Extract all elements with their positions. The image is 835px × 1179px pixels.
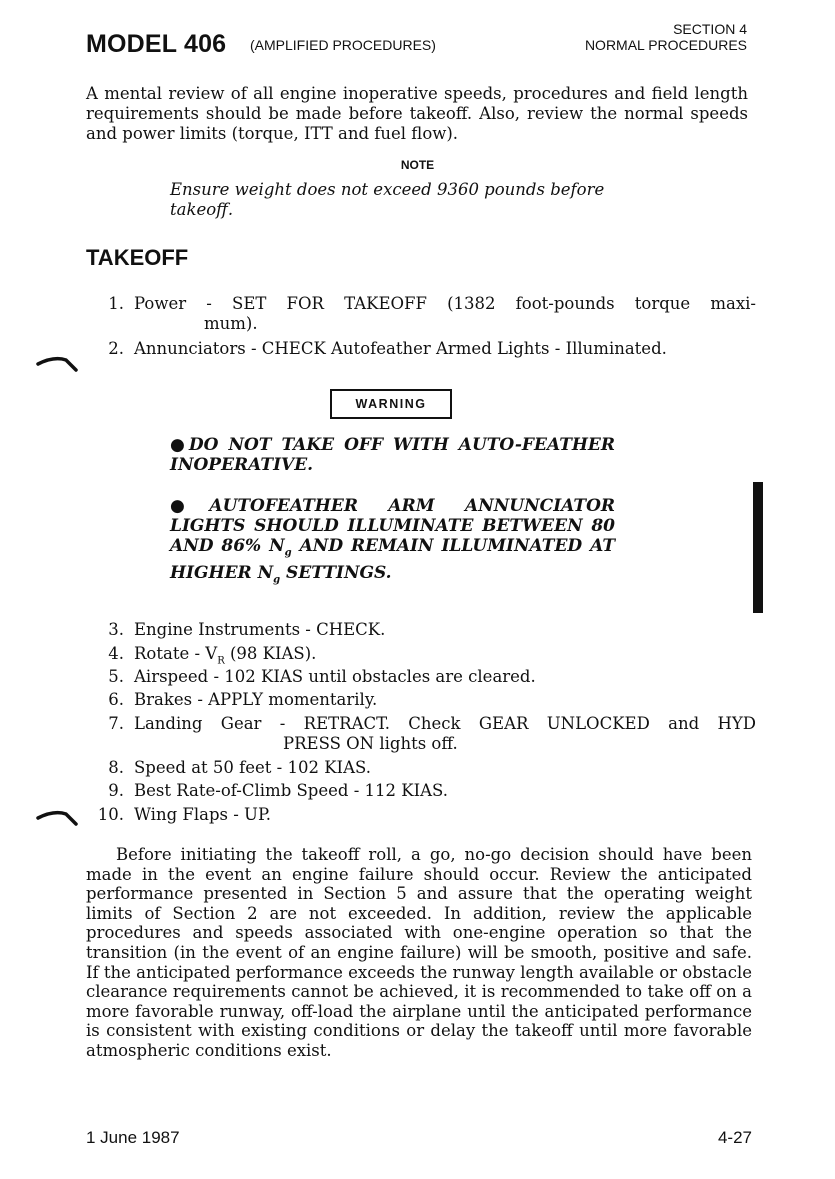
note-label: NOTE bbox=[400, 158, 435, 172]
step-number: 2. bbox=[108, 339, 124, 358]
step-number: 6. bbox=[108, 690, 124, 709]
step-number: 9. bbox=[108, 781, 124, 800]
revision-hook-icon bbox=[36, 808, 80, 828]
model-title: MODEL 406 bbox=[86, 30, 227, 58]
warning-item-1: ●DO NOT TAKE OFF WITH AUTO-FEATHER INOPERATIVE. bbox=[170, 435, 615, 475]
note-text: Ensure weight does not exceed 9360 pounds before takeoff. bbox=[170, 180, 605, 219]
section-header bbox=[585, 21, 747, 53]
section-number: SECTION 4 bbox=[673, 21, 747, 37]
intro-paragraph: A mental review of all engine inoperative speeds, procedures and field length requirements should be made before takeoff. Also, review the normal speeds and power limits (torque, ITT and fuel flow). bbox=[86, 84, 748, 143]
revision-hook-icon bbox=[36, 354, 80, 374]
step-number: 3. bbox=[108, 620, 124, 639]
step-number: 1. bbox=[108, 294, 124, 313]
step-text: Power - SET FOR TAKEOFF (1382 foot-pounds torque maxi- bbox=[134, 294, 756, 313]
step-number: 7. bbox=[108, 714, 124, 733]
step-number: 10. bbox=[97, 805, 124, 824]
step-text: Rotate - $V_R$ (98 KIAS). bbox=[134, 644, 317, 667]
step-number: 5. bbox=[108, 667, 124, 686]
step-number: 8. bbox=[108, 758, 124, 777]
step-text: Best Rate-of-Climb Speed - 112 KIAS. bbox=[134, 781, 448, 800]
warning-item-2: ●AUTOFEATHER ARM ANNUNCIATOR LIGHTS SHOULD ILLUMINATE BETWEEN 80 AND 86% $N_g$ AND REMAIN ILLUMINATED AT HIGHER $N_g$ SETTINGS. bbox=[170, 496, 615, 586]
step-text: Annunciators - CHECK Autofeather Armed Lights - Illuminated. bbox=[134, 339, 667, 358]
step-number: 4. bbox=[108, 644, 124, 663]
step-text: Airspeed - 102 KIAS until obstacles are cleared. bbox=[134, 667, 536, 686]
warning-box: WARNING bbox=[330, 389, 452, 419]
step-continuation: PRESS ON lights off. bbox=[283, 734, 458, 753]
amplified-procedures-subtitle: (AMPLIFIED PROCEDURES) bbox=[250, 37, 436, 53]
step-text: Engine Instruments - CHECK. bbox=[134, 620, 386, 639]
step-continuation: mum). bbox=[204, 314, 258, 333]
page-number: 4-27 bbox=[717, 1128, 752, 1147]
section-title: NORMAL PROCEDURES bbox=[584, 37, 747, 53]
change-bar bbox=[753, 482, 763, 613]
step-text: Landing Gear - RETRACT. Check GEAR UNLOCKED and HYD bbox=[134, 714, 756, 733]
step-text: Wing Flaps - UP. bbox=[134, 805, 271, 824]
takeoff-heading: TAKEOFF bbox=[86, 245, 189, 270]
step-text: Brakes - APPLY momentarily. bbox=[134, 690, 378, 709]
footer-date: 1 June 1987 bbox=[86, 1128, 180, 1147]
step-text: Speed at 50 feet - 102 KIAS. bbox=[134, 758, 371, 777]
closing-paragraph: Before initiating the takeoff roll, a go, no-go decision should have been made in the event an engine failure should occur. Review the anticipated performance presented in Section 5 and assure that the operating weight limits of Section 2 are not exceeded. In addition, review the applicable procedures and speeds associated with one-engine operation so that the transition (in the event of an engine failure) will be smooth, positive and safe. If the anticipated performance exceeds the runway length available or obstacle clearance requirements cannot be achieved, it is recommended to take off on a more favorable runway, off-load the airplane until the anticipated performance is consistent with existing conditions or delay the takeoff until more favorable atmospheric conditions exist. bbox=[86, 845, 752, 1060]
